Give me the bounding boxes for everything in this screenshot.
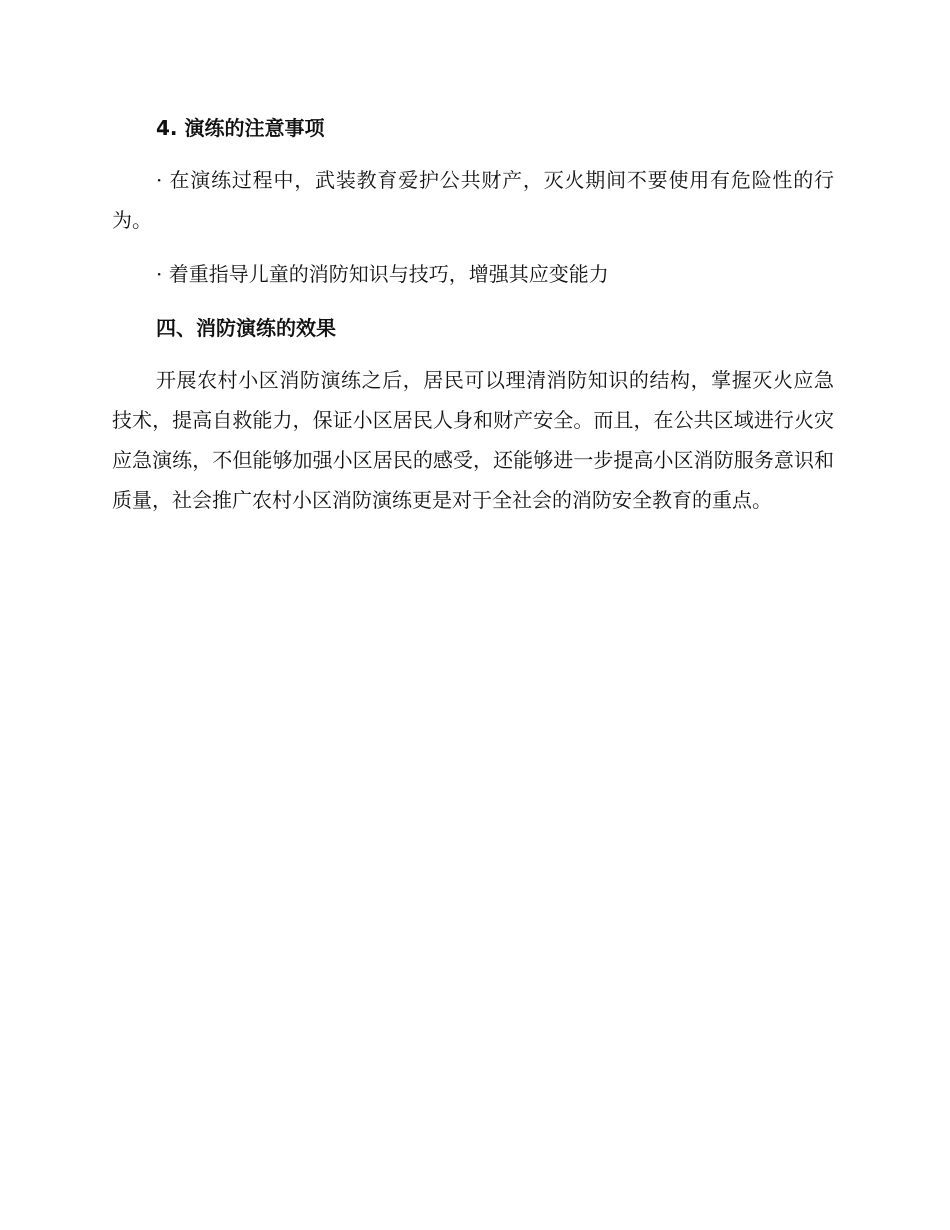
precaution-item-protect-property: · 在演练过程中，武装教育爱护公共财产，灭火期间不要使用有危险性的行为。 xyxy=(112,168,834,232)
effects-paragraph: 开展农村小区消防演练之后，居民可以理清消防知识的结构，掌握灭火应急技术，提高自救能力，保证小区居民人身和财产安全。而且，在公共区域进行火灾应急演练，不但能够加强小区居民的感受，还能够进一步提高小区消防服务意识和质量，社会推广农村小区消防演练更是对于全社会的消防安全教育的重点。 xyxy=(112,368,834,512)
precaution-item-guide-children: · 着重指导儿童的消防知识与技巧，增强其应变能力 xyxy=(156,262,609,286)
section-heading-drill-effects: 四、消防演练的效果 xyxy=(156,316,336,340)
section-heading-precautions: 4. 演练的注意事项 xyxy=(156,116,325,140)
document-page xyxy=(112,108,834,520)
